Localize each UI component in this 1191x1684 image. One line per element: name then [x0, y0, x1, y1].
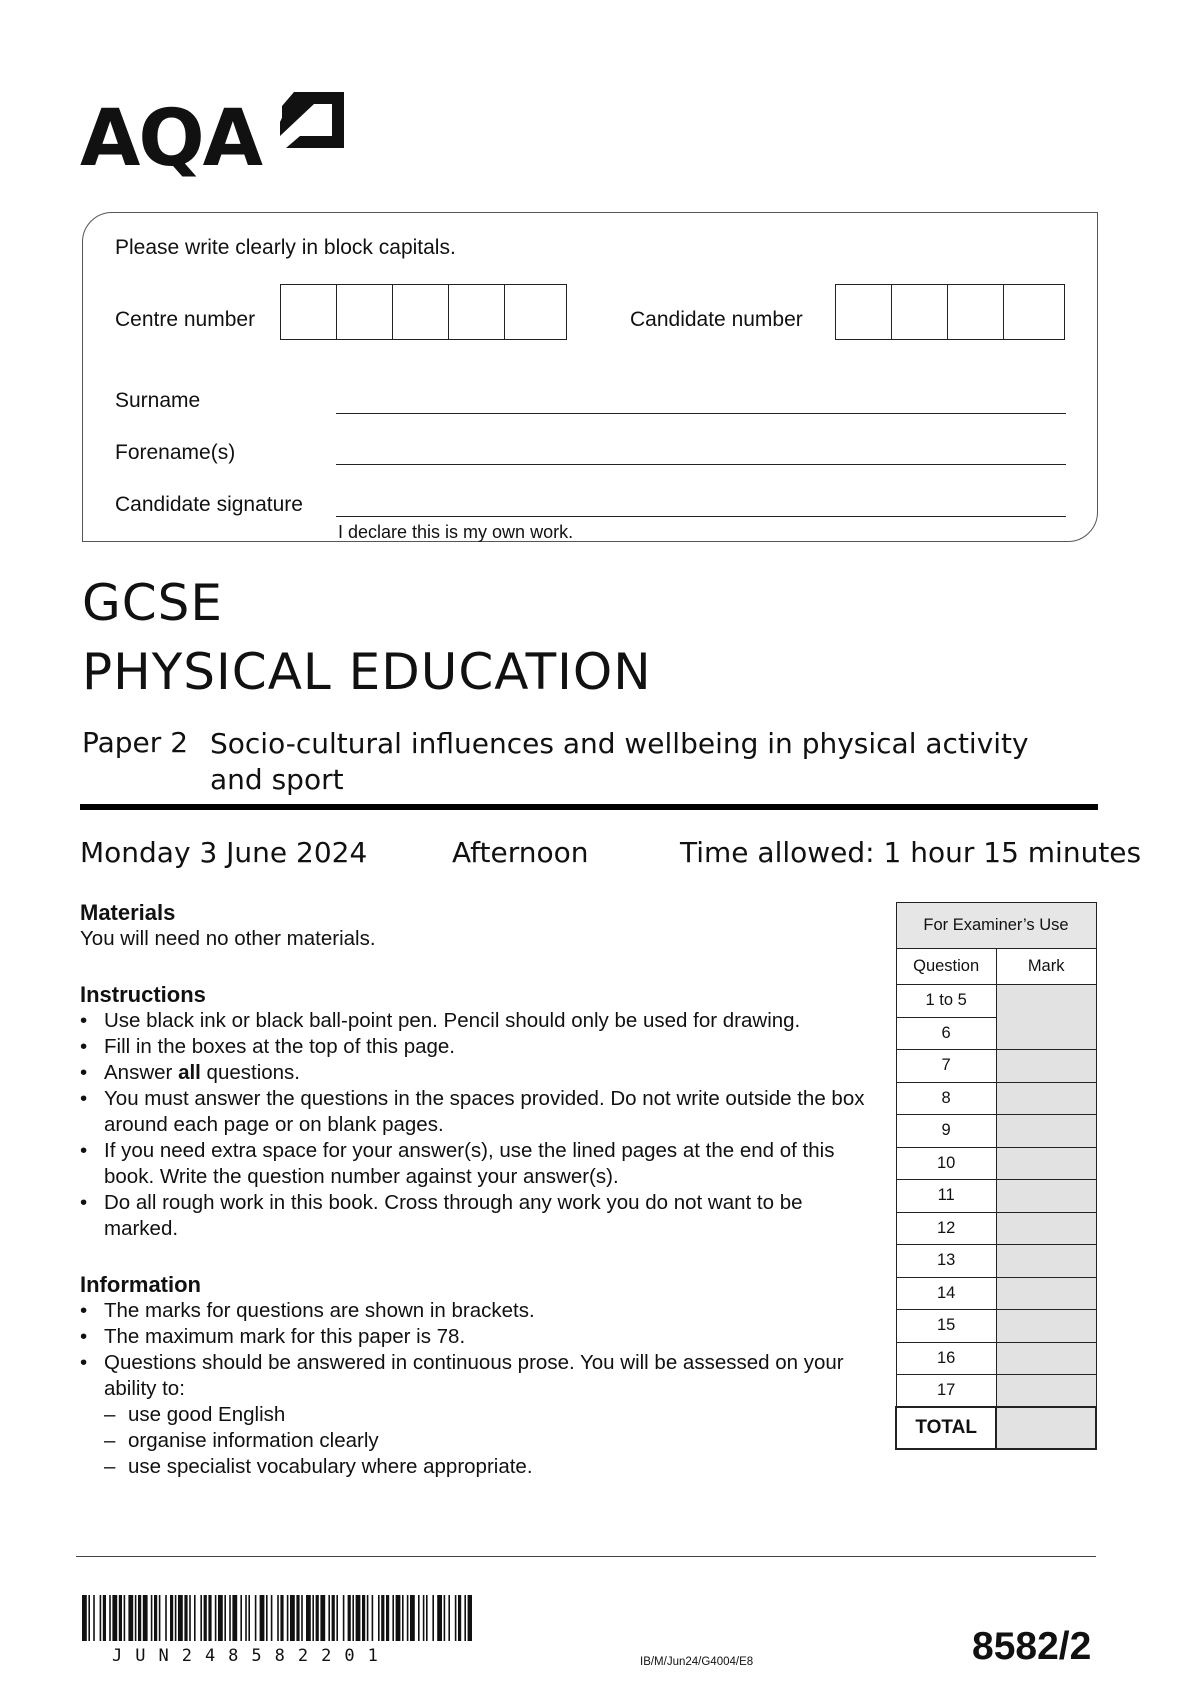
barcode-bar: [266, 1595, 268, 1641]
mark-cell[interactable]: [996, 1277, 1096, 1310]
aqa-logo: [80, 92, 350, 187]
question-number: 8: [896, 1082, 996, 1115]
barcode-bar: [184, 1595, 187, 1641]
mark-cell[interactable]: [996, 1375, 1096, 1408]
question-number: 9: [896, 1115, 996, 1148]
answer-all-prefix: Answer: [104, 1061, 179, 1084]
instruction-item: • You must answer the questions in the spaces provided. Do not write outside the box around each page or on blank pages.: [80, 1086, 880, 1138]
signature-line[interactable]: [336, 516, 1066, 517]
forename-label: Forename(s): [115, 441, 236, 464]
barcode-bar: [423, 1595, 425, 1641]
materials-heading: Materials: [80, 900, 176, 925]
forename-line[interactable]: [336, 464, 1066, 465]
digit-box[interactable]: [281, 285, 337, 339]
information-section: [80, 1272, 880, 1480]
barcode-bar: [124, 1595, 126, 1641]
barcode-bar: [109, 1595, 111, 1641]
barcode-bar: [336, 1595, 338, 1641]
barcode-bar: [224, 1595, 226, 1641]
barcode-bar: [306, 1595, 311, 1641]
barcode-bar: [151, 1595, 153, 1641]
paper-code: 8582/2: [972, 1625, 1092, 1668]
question-number: 10: [896, 1147, 996, 1180]
answer-all-suffix: questions.: [200, 1061, 301, 1084]
barcode-bar: [402, 1595, 404, 1641]
question-number: 15: [896, 1310, 996, 1343]
barcode-bar: [218, 1595, 223, 1641]
question-number: 17: [896, 1375, 996, 1408]
barcode-bar: [468, 1595, 472, 1641]
barcode-bar: [143, 1595, 148, 1641]
time-allowed: Time allowed: 1 hour 15 minutes: [680, 836, 1142, 869]
mark-cell[interactable]: [996, 1342, 1096, 1375]
barcode-bar: [378, 1595, 380, 1641]
barcode-bar: [348, 1595, 351, 1641]
exam-date: Monday 3 June 2024: [80, 836, 368, 869]
barcode-bar: [271, 1595, 273, 1641]
digit-box[interactable]: [948, 285, 1004, 339]
digit-box[interactable]: [836, 285, 892, 339]
mark-column-header: Mark: [996, 949, 1096, 985]
paper-reference: IB/M/Jun24/G4004/E8: [640, 1656, 754, 1668]
barcode-bar: [464, 1595, 466, 1641]
barcode-bar: [277, 1595, 279, 1641]
instructions-section: [80, 982, 880, 1242]
barcode-bar: [432, 1595, 434, 1641]
footer-rule: [76, 1556, 1096, 1557]
block-capitals-instruction: Please write clearly in block capitals.: [115, 236, 456, 259]
barcode-bar: [170, 1595, 173, 1641]
barcode-bar: [312, 1595, 314, 1641]
instruction-item: • If you need extra space for your answer(s), use the lined pages at the end of this book. Write the question number against your answer(s).: [80, 1138, 880, 1190]
mark-cell[interactable]: [996, 1310, 1096, 1343]
barcode-bar: [208, 1595, 211, 1641]
subject-title: PHYSICAL EDUCATION: [82, 643, 652, 701]
barcode-bar: [119, 1595, 122, 1641]
barcode-bar: [426, 1595, 428, 1641]
centre-number-boxes[interactable]: [280, 284, 567, 340]
barcode-bar: [396, 1595, 401, 1641]
barcode-bar: [287, 1595, 289, 1641]
assessment-criterion: – use specialist vocabulary where appropriate.: [104, 1454, 880, 1480]
barcode-bar: [437, 1595, 442, 1641]
total-label: TOTAL: [896, 1407, 996, 1449]
barcode-bar: [332, 1595, 335, 1641]
instructions-heading: Instructions: [80, 982, 206, 1007]
barcode-bar: [200, 1595, 202, 1641]
surname-line[interactable]: [336, 413, 1066, 414]
declaration-text: I declare this is my own work.: [338, 522, 574, 542]
mark-cell[interactable]: [996, 1245, 1096, 1278]
information-item: • The marks for questions are shown in brackets.: [80, 1298, 880, 1324]
candidate-number-boxes[interactable]: [835, 284, 1065, 340]
barcode-bar: [455, 1595, 457, 1641]
qualification-title: GCSE: [82, 574, 223, 632]
logo-text: AQA: [80, 94, 262, 184]
barcode-bar: [189, 1595, 191, 1641]
barcode-bar: [444, 1595, 446, 1641]
information-heading: Information: [80, 1272, 201, 1297]
question-number: 11: [896, 1180, 996, 1213]
barcode-bar: [316, 1595, 319, 1641]
surname-label: Surname: [115, 389, 201, 412]
barcode-bar: [93, 1595, 95, 1641]
barcode-bar: [138, 1595, 141, 1641]
mark-cell[interactable]: [996, 1115, 1096, 1148]
digit-box[interactable]: [505, 285, 561, 339]
materials-text: You will need no other materials.: [80, 927, 376, 950]
barcode-bar: [229, 1595, 231, 1641]
question-column-header: Question: [896, 949, 996, 985]
question-number: 7: [896, 1050, 996, 1083]
title-rule: [80, 804, 1098, 810]
barcode-bar: [290, 1595, 295, 1641]
barcode-bar: [296, 1595, 299, 1641]
barcode-bar: [103, 1595, 106, 1641]
barcode-bar: [407, 1595, 409, 1641]
barcode-bar: [165, 1595, 167, 1641]
examiner-table-title: For Examiner’s Use: [896, 903, 1096, 949]
barcode-bar: [301, 1595, 303, 1641]
barcode-bar: [418, 1595, 420, 1641]
mark-cell[interactable]: [996, 1147, 1096, 1180]
materials-section: [80, 900, 880, 952]
barcode-bar: [100, 1595, 102, 1641]
question-number: 6: [896, 1017, 996, 1050]
barcode-bar: [128, 1595, 133, 1641]
barcode-bar: [135, 1595, 137, 1641]
barcode-bar: [367, 1595, 369, 1641]
barcode-bar: [280, 1595, 283, 1641]
barcode: [82, 1595, 472, 1641]
paper-title: Socio-cultural influences and wellbeing in physical activity and sport: [210, 727, 1029, 796]
barcode-bar: [178, 1595, 183, 1641]
barcode-bar: [362, 1595, 365, 1641]
mark-cell[interactable]: [996, 1050, 1096, 1083]
barcode-bar: [386, 1595, 389, 1641]
signature-label: Candidate signature: [115, 493, 303, 516]
barcode-bar: [320, 1595, 325, 1641]
exam-session: Afternoon: [452, 836, 589, 869]
barcode-bar: [232, 1595, 237, 1641]
digit-box[interactable]: [393, 285, 449, 339]
instruction-item: [80, 1060, 880, 1086]
mark-cell[interactable]: [996, 1082, 1096, 1115]
question-number: 13: [896, 1245, 996, 1278]
barcode-bar: [159, 1595, 161, 1641]
barcode-bar: [372, 1595, 374, 1641]
information-item: • Questions should be answered in continuous prose. You will be assessed on your ability to:: [80, 1350, 880, 1402]
assessment-criterion: – use good English: [104, 1402, 880, 1428]
instruction-item: • Fill in the boxes at the top of this page.: [80, 1034, 880, 1060]
question-number: 14: [896, 1277, 996, 1310]
barcode-text: JUN248582201: [112, 1646, 391, 1666]
question-number: 12: [896, 1212, 996, 1245]
barcode-bar: [458, 1595, 461, 1641]
digit-box[interactable]: [337, 285, 393, 339]
assessment-criterion: – organise information clearly: [104, 1428, 880, 1454]
barcode-bar: [356, 1595, 361, 1641]
digit-box[interactable]: [892, 285, 948, 339]
mark-cell[interactable]: [996, 1180, 1096, 1213]
paper-label: Paper 2: [82, 726, 189, 759]
barcode-bar: [392, 1595, 394, 1641]
total-mark-cell[interactable]: [996, 1407, 1096, 1449]
barcode-bar: [194, 1595, 196, 1641]
instruction-item: • Use black ink or black ball-point pen. Pencil should only be used for drawing.: [80, 1008, 880, 1034]
barcode-bar: [204, 1595, 207, 1641]
barcode-bar: [240, 1595, 242, 1641]
barcode-bar: [215, 1595, 217, 1641]
barcode-bar: [175, 1595, 177, 1641]
digit-box[interactable]: [1004, 285, 1060, 339]
centre-number-label: Centre number: [115, 308, 256, 331]
barcode-bar: [248, 1595, 250, 1641]
mark-cell[interactable]: [996, 1212, 1096, 1245]
barcode-bar: [352, 1595, 354, 1641]
barcode-bar: [245, 1595, 247, 1641]
digit-box[interactable]: [449, 285, 505, 339]
question-number: 16: [896, 1342, 996, 1375]
answer-all-bold: all: [178, 1061, 201, 1084]
instruction-item: • Do all rough work in this book. Cross through any work you do not want to be marked.: [80, 1190, 880, 1242]
mark-cell[interactable]: [996, 985, 1096, 1050]
barcode-bar: [255, 1595, 257, 1641]
barcode-bar: [448, 1595, 450, 1641]
information-item: • The maximum mark for this paper is 78.: [80, 1324, 880, 1350]
barcode-bar: [410, 1595, 415, 1641]
barcode-bar: [260, 1595, 265, 1641]
barcode-bar: [381, 1595, 384, 1641]
aqa-mark-icon: [280, 92, 344, 154]
barcode-bar: [82, 1595, 87, 1641]
barcode-bar: [88, 1595, 90, 1641]
barcode-bar: [343, 1595, 345, 1641]
examiner-use-table: [895, 902, 1097, 1450]
barcode-bar: [112, 1595, 117, 1641]
candidate-number-label: Candidate number: [630, 308, 803, 331]
barcode-bar: [154, 1595, 157, 1641]
barcode-bar: [328, 1595, 330, 1641]
question-number: 1 to 5: [896, 985, 996, 1018]
